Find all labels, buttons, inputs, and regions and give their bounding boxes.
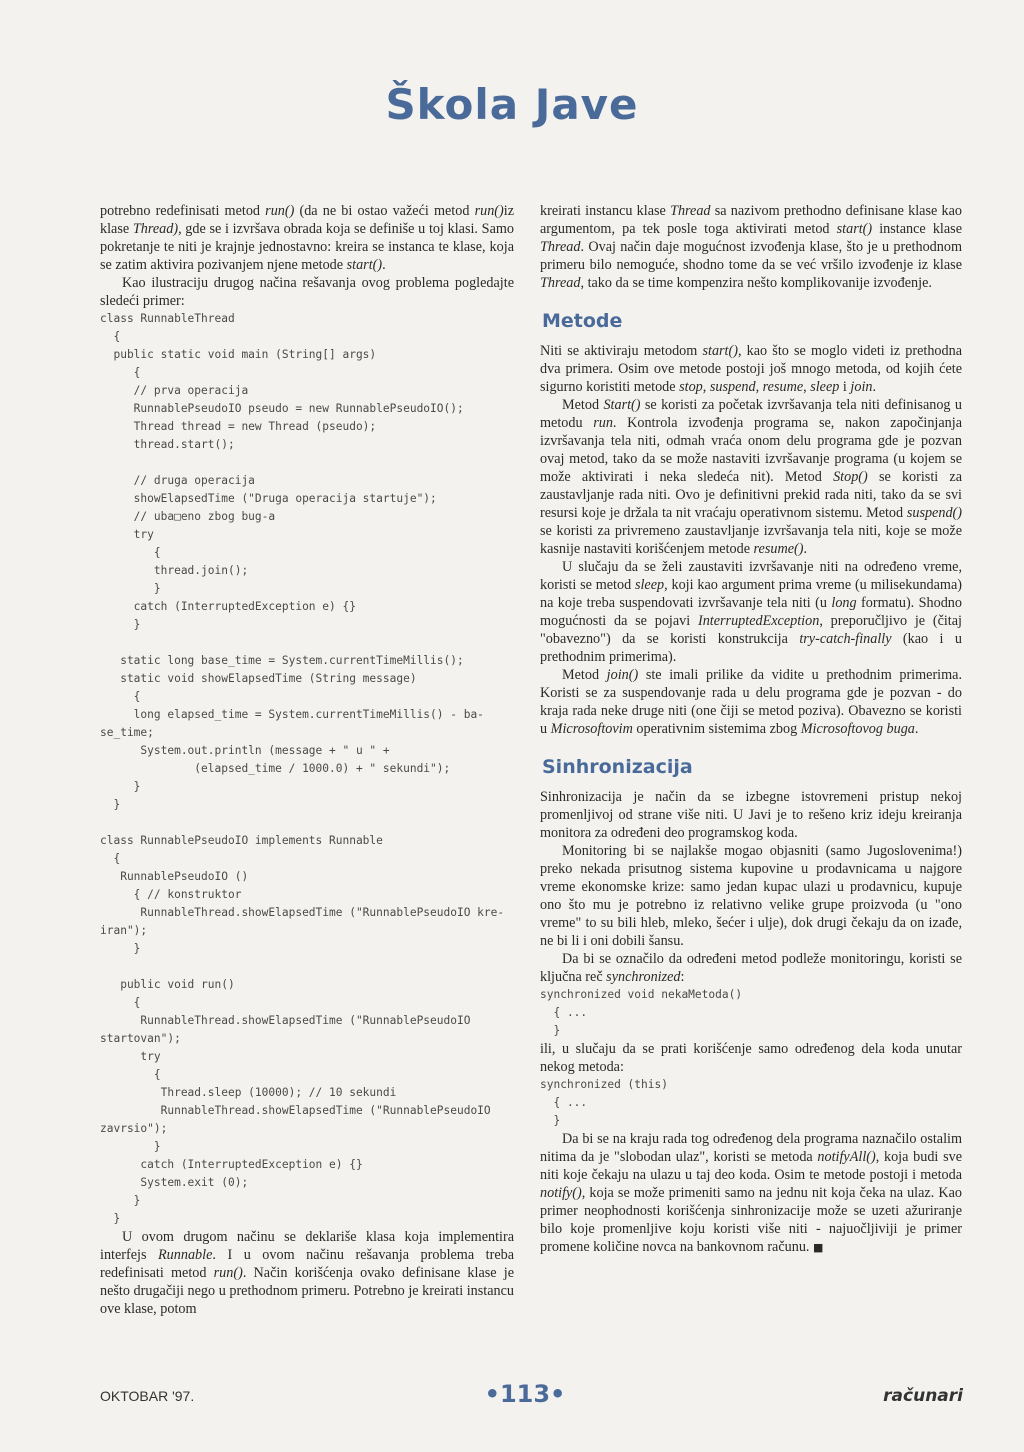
paragraph: Kao ilustraciju drugog načina rešavanja ovog problema pogledajte sledeći primer: (100, 275, 514, 309)
left-column (100, 202, 514, 1318)
paragraph: kreirati instancu klase Thread sa nazivom prethodno definisane klase kao argumentom, pa tek posle toga aktivirati metod start() instance klase Thread. Ovaj način daje mogućnost izvođenja klase, što je u prethodnom primeru bilo nemoguće, shodno tome da se već vršilo izvođenje iz klase Thread, tako da se time kompenzira nešto komplikovanije izvođenje. (540, 203, 962, 291)
section-heading-metode: Metode (542, 310, 623, 332)
section-heading-sinhronizacija: Sinhronizacija (542, 756, 693, 778)
paragraph: U slučaju da se želi zaustaviti izvršavanje niti na određeno vreme, koristi se metod sleep, koji kao argument prima vreme (u milisekundama) na koje treba suspendovati izvršavanje tela niti (u long formatu). Shodno mogućnosti da se pojavi InterruptedException, preporučljivo je (čitaj "obavezno") da se koristi konstrukcija try-catch-finally (kao i u prethodnim primerima). (540, 559, 962, 665)
paragraph: potrebno redefinisati metod run() (da ne bi ostao važeći metod run()iz klase Thread), gde se i izvršava obrada koja se definiše u toj klasi. Samo pokretanje te niti je krajnje jednostavno: kreira se instanca te klase, koja se zatim aktivira pozivanjem njene metode start(). (100, 203, 515, 273)
paragraph: Niti se aktiviraju metodom start(), kao što se moglo videti iz prethodna dva primera. Osim ove metode postoji još mnogo metoda, od kojih ćete sigurno koristiti metode stop, suspend, resume, sleep i join. (540, 343, 962, 395)
paragraph: Sinhronizacija je način da se izbegne istovremeni pristup nekoj promenljivoj od strane više niti. U Javi je to rešeno kriz ideju kreiranja monitora za određeni deo programskog koda. (540, 789, 962, 841)
code-listing: class RunnableThread { public static void main (String[] args) { // prva operacija RunnablePseudoIO pseudo = new RunnablePseudoIO(); Thread thread = new Thread (pseudo); thread.start(); // druga operacija showElapsedTime ("Druga operacija startuje"); // uba□eno zbog bug-a try { thread.join(); } catch (InterruptedException e) {} } static long base_time = System.currentTimeMillis(); static void showElapsedTime (String message) { long elapsed_time = System.currentTimeMillis() - ba- se_time; System.out.println (message + " u " + (elapsed_time / 1000.0) + " sekundi"); } } class RunnablePseudoIO implements Runnable { RunnablePseudoIO () { // konstruktor RunnableThread.showElapsedTime ("RunnablePseudoIO kre- iran"); } public void run() { RunnableThread.showElapsedTime ("RunnablePseudoIO startovan"); try { Thread.sleep (10000); // 10 sekundi RunnableThread.showElapsedTime ("RunnablePseudoIO zavrsio"); } catch (InterruptedException e) {} System.exit (0); } } (100, 312, 505, 1225)
paragraph: Metod Start() se koristi za početak izvršavanja tela niti definisanog u metodu run. Kontrola izvođenja programa se, nakon započinjanja izvršavanja tela niti, odmah vraća onom delu programa gde je pozvan ovaj metod, tako da se može nastaviti izvršavanje programa (u kojem se može aktivirati i neka sledeća nit). Metod Stop() se koristi za zaustavljanje rada niti. Ovo je definitivni prekid rada niti, tako da se svi resursi koje je držala ta nit vraćaju operativnom sistemu. Metod suspend() se koristi za privremeno zaustavljanje izvršavanja tela niti, koje se može kasnije nastaviti korišćenjem metode resume(). (540, 397, 963, 557)
end-of-article-mark: ■ (813, 1241, 824, 1254)
footer-issue-date: OKTOBAR '97. (100, 1388, 195, 1404)
code-snippet: synchronized (this) { ... } (540, 1078, 668, 1127)
paragraph: Metod join() ste imali prilike da vidite u prethodnim primerima. Koristi se za suspendovanje rada u delu programa gde je pozvan - do kraja rada neke druge niti (one čiji se metod poziva). Obavezno se koristi u Microsoftovim operativnim sistemima zbog Microsoftovog buga. (540, 667, 962, 737)
paragraph: Monitoring bi se najlakše mogao objasniti (samo Jugoslovenima!) preko nekada prisutnog sistema kupovine u prodavnicama u najgore vreme ekonomske krize: samo jedan kupac ulazi u prodavnicu, kupuje ono što mu je potrebno iz relativno velike grupe proizvoda (u "ono vreme" to su bili hleb, mleko, šećer i ulje), dok drugi čekaju da on izađe, ne bi li i oni dobili šansu. (540, 843, 962, 949)
paragraph: Da bi se na kraju rada tog određenog dela programa naznačilo ostalim nitima da je "slobodan ulaz", koristi se metoda notifyAll(), koja budi sve niti koje čekaju na ulazu u taj deo koda. Osim te metode postoji i metoda notify(), koja se može primeniti samo na jednu nit koja čeka na ulaz. Kao primer neophodnosti korišćenja sinhronizacije može se uzeti ažuriranje bilo koje promenljive koju koristi više niti - najuočljiviji je primer promene količine novca na bankovnom računu. ■ (540, 1131, 962, 1255)
paragraph: Da bi se označilo da određeni metod podleže monitoringu, koristi se ključna reč synchronized: (540, 951, 962, 985)
code-snippet: synchronized void nekaMetoda() { ... } (540, 988, 743, 1037)
magazine-name: računari (883, 1386, 963, 1406)
paragraph: ili, u slučaju da se prati korišćenje samo određenog dela koda unutar nekog metoda: (540, 1041, 962, 1075)
page-number: •113• (484, 1380, 566, 1408)
right-column (540, 202, 962, 1257)
paragraph: U ovom drugom načinu se deklariše klasa koja implementira interfejs Runnable. I u ovom načinu rešavanja problema treba redefinisati metod run(). Način korišćenja ovako definisane klase je nešto drugačiji nego u prethodnom primeru. Potrebno je kreirati instancu ove klase, potom (100, 1229, 515, 1317)
page-title: Škola Jave (385, 80, 639, 129)
